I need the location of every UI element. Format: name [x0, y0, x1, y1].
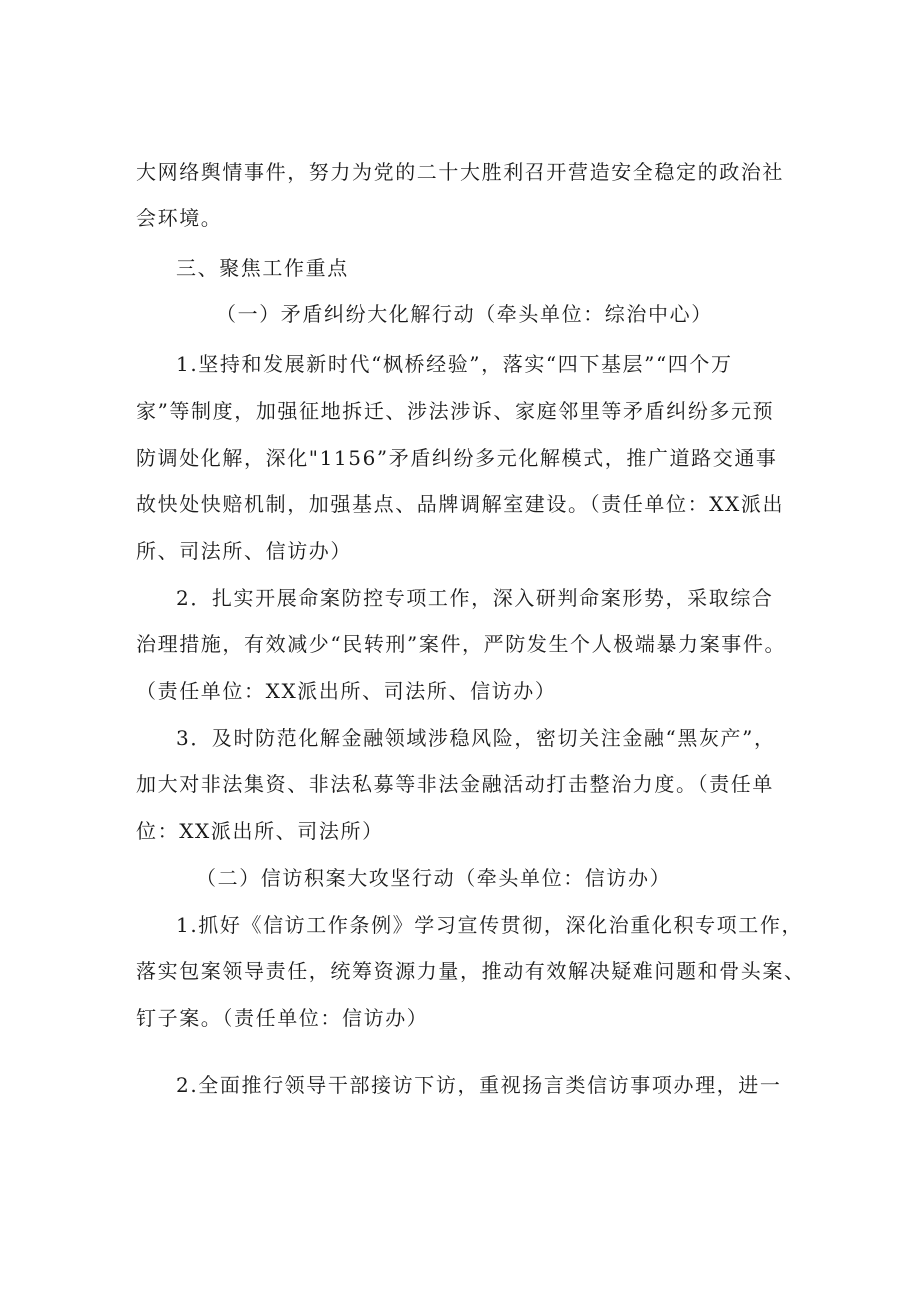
- paragraph-line: 位：XX派出所、司法所）: [136, 819, 384, 843]
- paragraph-line: 故快处快赔机制，加强基点、品牌调解室建设。（责任单位：XX派出: [136, 492, 785, 516]
- paragraph-line: （责任单位：XX派出所、司法所、信访办）: [136, 679, 557, 703]
- paragraph-line: 3．及时防范化解金融领域涉稳风险，密切关注金融“黑灰产”，: [176, 726, 776, 750]
- paragraph-line: 治理措施，有效减少“民转刑”案件，严防发生个人极端暴力案事件。: [136, 632, 787, 656]
- subsection-heading: （一）矛盾纠纷大化解行动（牵头单位：综治中心）: [216, 302, 713, 326]
- paragraph-line: 会环境。: [136, 206, 223, 230]
- paragraph-line: 防调处化解，深化"1156”矛盾纠纷多元化解模式，推广道路交通事: [136, 446, 778, 470]
- paragraph-line: 所、司法所、信访办）: [136, 539, 352, 563]
- section-heading: 三、聚焦工作重点: [176, 256, 349, 280]
- paragraph-line: 2．扎实开展命案防控专项工作，深入研判命案形势，采取综合: [176, 586, 774, 610]
- paragraph-line: 1.坚持和发展新时代“枫桥经验”，落实“四下基层”“四个万: [176, 352, 733, 376]
- paragraph-line: 加大对非法集资、非法私募等非法金融活动打击整治力度。（责任单: [136, 772, 774, 796]
- paragraph-line: 大网络舆情事件，努力为党的二十大胜利召开营造安全稳定的政治社: [136, 160, 784, 184]
- paragraph-line: 2.全面推行领导干部接访下访，重视扬言类信访事项办理，进一: [176, 1073, 782, 1097]
- subsection-heading: （二）信访积案大攻坚行动（牵头单位：信访办）: [196, 866, 672, 890]
- paragraph-line: 1.抓好《信访工作条例》学习宣传贯彻，深化治重化积专项工作，: [176, 913, 804, 937]
- paragraph-line: 落实包案领导责任，统筹资源力量，推动有效解决疑难问题和骨头案、: [136, 959, 806, 983]
- paragraph-line: 家”等制度，加强征地拆迁、涉法涉诉、家庭邻里等矛盾纠纷多元预: [136, 399, 775, 423]
- paragraph-line: 钉子案。（责任单位：信访办）: [136, 1006, 429, 1030]
